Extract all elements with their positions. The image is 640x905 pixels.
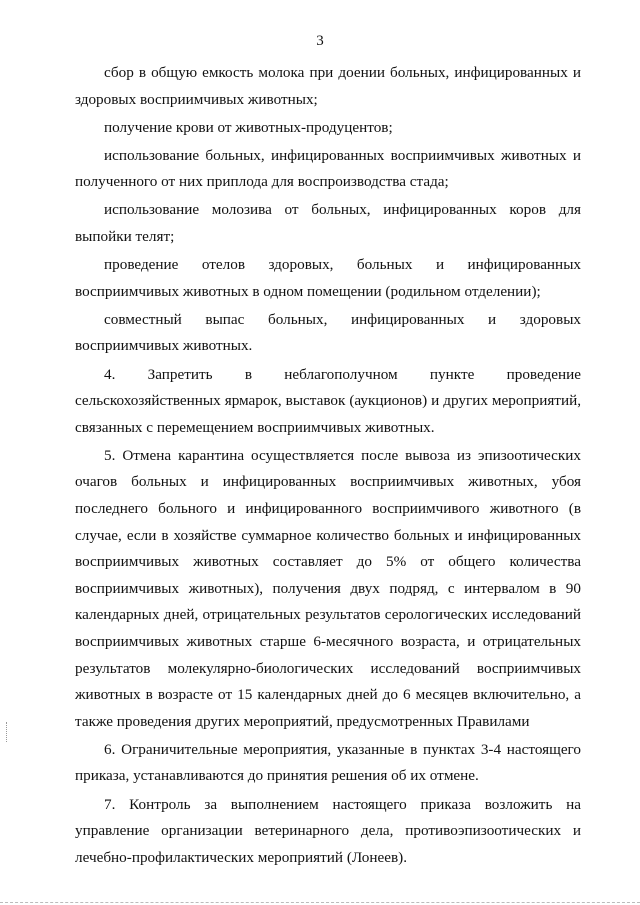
paragraph-joint-grazing: совместный выпас больных, инфицированных и здоровых восприимчивых животных. (75, 310, 581, 355)
page-number: 3 (316, 33, 324, 49)
paragraph-milk-collection: сбор в общую емкость молока при доении больных, инфицированных и здоровых восприимчивых животных; (75, 64, 581, 108)
paragraph-item-5: 5. Отмена карантина осуществляется после вывоза из эпизоотических очагов больных и инфицированных восприимчивых животных, убоя последнего больного и инфицированного восприимчивого животного (в случае, если в хозяйстве суммарное количество больных и инфицированных восприимчивых животных составляет до 5% от общего количества восприимчивых животных), получения двух подряд, с интервалом в 90 календарных дней, отрицательных результатов серологических исследований восприимчивых животных старше 6-месячного возраста, и отрицательных результатов молекулярно-биологических исследований восприимчивых животных в возрасте от 15 календарных дней до 6 месяцев включительно, а также проведения других мероприятий, предусмотренных Правилами (75, 446, 581, 730)
paragraph-calving: проведение отелов здоровых, больных и инфицированных восприимчивых животных в одном помещении (родильном отделении); (75, 256, 581, 300)
paragraph-herd-reproduction: использование больных, инфицированных восприимчивых животных и полученного от них приплода для воспроизводства стада; (75, 146, 581, 191)
paragraph-item-6: 6. Ограничительные мероприятия, указанные в пунктах 3-4 настоящего приказа, устанавливаются до принятия решения об их отмене. (75, 740, 581, 785)
scan-margin-mark (6, 722, 8, 742)
document-body (75, 60, 581, 873)
paragraph-item-4: 4. Запретить в неблагополучном пункте проведение сельскохозяйственных ярмарок, выставок (аукционов) и других мероприятий, связанных с перемещением восприимчивых животных. (75, 365, 581, 436)
paragraph-blood-collection: получение крови от животных-продуцентов; (104, 118, 393, 136)
paragraph-colostrum-use: использование молозива от больных, инфицированных коров для выпойки телят; (75, 201, 581, 246)
paragraph-item-7: 7. Контроль за выполнением настоящего приказа возложить на управление организации ветеринарного дела, противоэпизоотических и лечебно-профилактических мероприятий (Лонеев). (75, 795, 581, 866)
